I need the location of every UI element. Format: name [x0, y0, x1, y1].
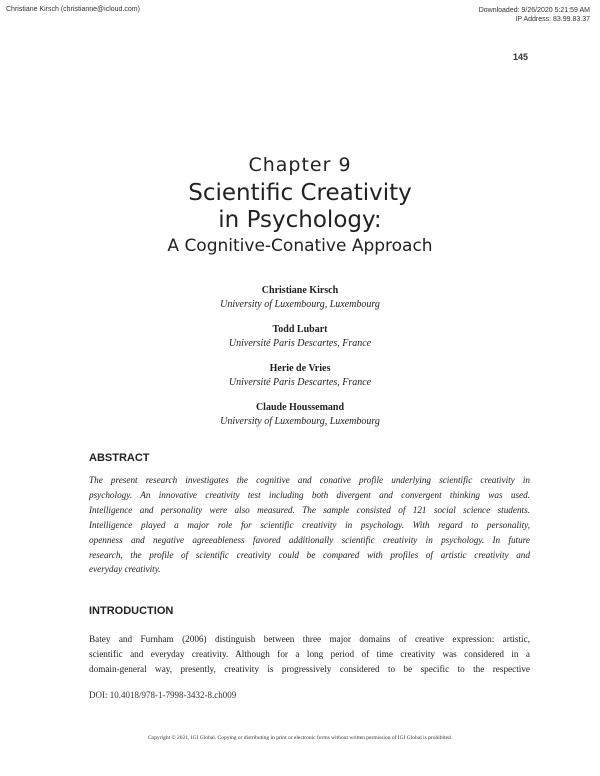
author-block	[0, 362, 600, 390]
abstract-line: The present research investigates the cognitive and conative profile underlying scientific creativity in	[89, 475, 530, 485]
author-affiliation: Université Paris Descartes, France	[228, 377, 372, 388]
chapter-subtitle: A Cognitive-Conative Approach	[167, 236, 433, 256]
author-name: Claude Houssemand	[255, 402, 345, 413]
page-number: 145	[512, 52, 528, 62]
chapter-title	[0, 180, 600, 234]
author-block	[0, 323, 600, 351]
chapter-title-line-1: Scientific Creativity	[188, 180, 412, 206]
author-block	[0, 401, 600, 429]
abstract-heading: ABSTRACT	[89, 452, 150, 464]
abstract-line: openness and negative agreeableness favored additionally scientific creativity in psychology. In future	[89, 534, 530, 545]
abstract-line: research, the profile of scientific creativity could be compared with profiles of artistic creativity and	[89, 549, 530, 560]
chapter-title-line-2: in Psychology:	[218, 207, 382, 233]
abstract-body	[89, 473, 530, 577]
abstract-line: Intelligence played a major role for scientific creativity in psychology. With regard to personality,	[89, 519, 530, 530]
introduction-line: domain-general way, presently, creativity is progressively considered to be specific to the respective	[89, 663, 530, 674]
author-name: Christiane Kirsch	[261, 285, 339, 296]
author-affiliation: University of Luxembourg, Luxembourg	[220, 299, 380, 310]
abstract-line: psychology. An innovative creativity test including both divergent and convergent thinking was used.	[89, 489, 530, 500]
author-name: Herie de Vries	[269, 363, 331, 374]
introduction-line: scientific and everyday creativity. Although for a long period of time creativity was considered in a	[89, 648, 530, 659]
chapter-label: Chapter 9	[248, 154, 352, 176]
doi: DOI: 10.4018/978-1-7998-3432-8.ch009	[89, 690, 237, 700]
author-affiliation: Université Paris Descartes, France	[228, 338, 372, 349]
downloaded-timestamp: Downloaded: 9/26/2020 5:21:59 AM	[478, 7, 590, 14]
copyright-notice: Copyright © 2021, IGI Global. Copying or distributing in print or electronic forms without written permission of IGI Global is prohibited.	[147, 735, 453, 741]
author-block	[0, 284, 600, 312]
ip-address: IP Address: 83.99.83.37	[515, 16, 590, 23]
author-affiliation: University of Luxembourg, Luxembourg	[220, 416, 380, 427]
abstract-line: everyday creativity.	[89, 564, 161, 575]
introduction-line: Batey and Furnham (2006) distinguish between three major domains of creative expression: artistic,	[89, 634, 530, 644]
abstract-line: Intelligence and personality were also measured. The sample consisted of 121 social science students.	[89, 504, 530, 515]
introduction-body	[89, 632, 530, 677]
author-name: Todd Lubart	[272, 324, 328, 335]
introduction-heading: INTRODUCTION	[89, 605, 174, 617]
download-user-stamp: Christiane Kirsch (christianne@icloud.com)	[6, 6, 140, 13]
download-info	[479, 6, 590, 24]
